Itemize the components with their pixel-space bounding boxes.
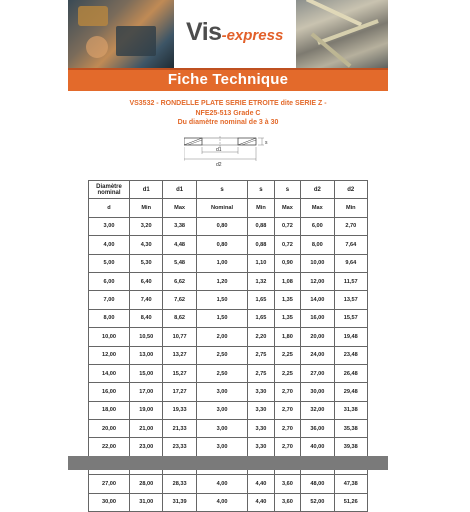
table-cell: 3,60 [274, 493, 300, 511]
table-row [89, 217, 368, 235]
table-cell: 29,48 [334, 383, 367, 401]
table-cell: 2,50 [196, 346, 247, 364]
table-cell: 28,00 [130, 475, 163, 493]
table-subheader-row [89, 199, 368, 217]
table-cell: 30,00 [301, 383, 334, 401]
header-cell: s [196, 181, 247, 199]
table-cell: 4,40 [248, 475, 274, 493]
table-row [89, 401, 368, 419]
table-cell: 14,00 [89, 364, 130, 382]
table-cell: 3,30 [248, 420, 274, 438]
table-cell: 4,40 [248, 493, 274, 511]
table-cell: 2,25 [274, 364, 300, 382]
table-cell: 22,00 [89, 438, 130, 456]
table-cell: 16,00 [89, 383, 130, 401]
table-cell: 0,90 [274, 254, 300, 272]
table-cell: 6,00 [301, 217, 334, 235]
table-cell: 20,00 [89, 420, 130, 438]
table-cell: 17,27 [163, 383, 196, 401]
table-row [89, 493, 368, 511]
header-cell: d2 [334, 181, 367, 199]
table-cell: 1,10 [248, 254, 274, 272]
table-cell: 5,48 [163, 254, 196, 272]
table-cell: 1,35 [274, 291, 300, 309]
table-cell: 15,27 [163, 364, 196, 382]
table-cell: 47,38 [334, 475, 367, 493]
subheader-cell: Max [163, 199, 196, 217]
table-cell: 2,70 [274, 383, 300, 401]
table-row [89, 346, 368, 364]
table-cell: 11,57 [334, 272, 367, 290]
table-cell: 6,00 [89, 272, 130, 290]
table-cell: 31,39 [163, 493, 196, 511]
table-cell: 2,75 [248, 364, 274, 382]
table-row [89, 254, 368, 272]
table-cell: 52,00 [301, 493, 334, 511]
table-cell: 2,25 [274, 346, 300, 364]
subheader-cell: Nominal [196, 199, 247, 217]
table-row [89, 236, 368, 254]
subheader-cell: d [89, 199, 130, 217]
table-cell: 3,00 [196, 438, 247, 456]
header-photo-tools [68, 0, 174, 68]
header-cell: s [248, 181, 274, 199]
label-d2: d2 [216, 162, 222, 168]
table-cell: 3,30 [248, 401, 274, 419]
table-cell: 26,48 [334, 364, 367, 382]
table-row [89, 272, 368, 290]
table-cell: 1,50 [196, 291, 247, 309]
table-cell: 1,65 [248, 291, 274, 309]
brand-name-main: Vis [186, 18, 222, 46]
table-row [89, 438, 368, 456]
table-cell: 1,00 [196, 254, 247, 272]
footer-bar [68, 456, 388, 470]
table-cell: 35,38 [334, 420, 367, 438]
table-cell: 1,20 [196, 272, 247, 290]
table-cell: 14,00 [301, 291, 334, 309]
table-cell: 40,00 [301, 438, 334, 456]
title-line-3: Du diamètre nominal de 3 à 30 [177, 119, 279, 126]
table-cell: 5,00 [89, 254, 130, 272]
brand-logo [186, 18, 283, 47]
table-header-row [89, 181, 368, 199]
table-cell: 2,20 [248, 328, 274, 346]
table-cell: 23,48 [334, 346, 367, 364]
table-cell: 0,80 [196, 217, 247, 235]
table-cell: 8,00 [89, 309, 130, 327]
table-cell: 15,00 [130, 364, 163, 382]
table-cell: 28,33 [163, 475, 196, 493]
table-cell: 7,62 [163, 291, 196, 309]
table-cell: 48,00 [301, 475, 334, 493]
table-cell: 31,38 [334, 401, 367, 419]
table-cell: 15,57 [334, 309, 367, 327]
table-cell: 3,00 [196, 401, 247, 419]
table-cell: 3,00 [89, 217, 130, 235]
table-cell: 3,30 [248, 438, 274, 456]
table-cell: 27,00 [89, 475, 130, 493]
title-line-2: NFE25-513 Grade C [195, 109, 261, 117]
header-cell: d2 [301, 181, 334, 199]
brand-name-suffix: -express [221, 27, 284, 44]
banner-label: Fiche Technique [167, 71, 289, 88]
table-cell: 23,00 [130, 438, 163, 456]
table-cell: 10,50 [130, 328, 163, 346]
table-cell: 39,38 [334, 438, 367, 456]
table-cell: 2,70 [274, 438, 300, 456]
table-cell: 0,88 [248, 236, 274, 254]
table-cell: 4,48 [163, 236, 196, 254]
table-cell: 19,33 [163, 401, 196, 419]
table-row [89, 475, 368, 493]
subheader-cell: Min [334, 199, 367, 217]
table-cell: 1,50 [196, 309, 247, 327]
subheader-cell: Min [130, 199, 163, 217]
subheader-cell: Max [274, 199, 300, 217]
table-row [89, 291, 368, 309]
table-row [89, 328, 368, 346]
table-cell: 2,50 [196, 364, 247, 382]
table-cell: 13,27 [163, 346, 196, 364]
table-cell: 3,20 [130, 217, 163, 235]
table-cell: 8,62 [163, 309, 196, 327]
subheader-cell: Max [301, 199, 334, 217]
table-row [89, 383, 368, 401]
table-cell: 3,38 [163, 217, 196, 235]
table-row [89, 309, 368, 327]
label-d1: d1 [216, 147, 222, 153]
product-title [68, 99, 388, 128]
table-cell: 21,33 [163, 420, 196, 438]
table-row [89, 364, 368, 382]
table-cell: 13,00 [130, 346, 163, 364]
table-cell: 3,30 [248, 383, 274, 401]
header-cell: Diamètre nominal [89, 181, 130, 199]
washer-diagram [184, 136, 284, 170]
table-cell: 32,00 [301, 401, 334, 419]
table-cell: 7,64 [334, 236, 367, 254]
table-cell: 8,00 [301, 236, 334, 254]
label-s: s [265, 140, 268, 146]
table-cell: 6,62 [163, 272, 196, 290]
table-cell: 1,80 [274, 328, 300, 346]
table-cell: 1,08 [274, 272, 300, 290]
table-cell: 51,26 [334, 493, 367, 511]
datasheet-page [68, 0, 388, 506]
table-cell: 0,72 [274, 217, 300, 235]
table-cell: 36,00 [301, 420, 334, 438]
table-cell: 1,32 [248, 272, 274, 290]
table-cell: 17,00 [130, 383, 163, 401]
table-cell: 9,64 [334, 254, 367, 272]
table-cell: 4,00 [196, 475, 247, 493]
table-cell: 1,65 [248, 309, 274, 327]
header [68, 0, 388, 68]
table-cell: 10,00 [89, 328, 130, 346]
table-cell: 8,40 [130, 309, 163, 327]
logo-area [174, 0, 296, 68]
table-cell: 7,40 [130, 291, 163, 309]
table-cell: 2,70 [274, 401, 300, 419]
table-cell: 16,00 [301, 309, 334, 327]
table-row [89, 420, 368, 438]
table-cell: 19,48 [334, 328, 367, 346]
table-cell: 2,75 [248, 346, 274, 364]
table-cell: 27,00 [301, 364, 334, 382]
table-cell: 4,30 [130, 236, 163, 254]
table-cell: 3,00 [196, 420, 247, 438]
table-cell: 21,00 [130, 420, 163, 438]
table-cell: 19,00 [130, 401, 163, 419]
table-cell: 5,30 [130, 254, 163, 272]
table-cell: 4,00 [196, 493, 247, 511]
header-cell: d1 [163, 181, 196, 199]
table-cell: 0,80 [196, 236, 247, 254]
table-cell: 3,60 [274, 475, 300, 493]
table-cell: 13,57 [334, 291, 367, 309]
title-line-1: VS3532 - RONDELLE PLATE SERIE ETROITE dite SERIE Z - [129, 100, 327, 107]
table-cell: 31,00 [130, 493, 163, 511]
table-cell: 0,88 [248, 217, 274, 235]
table-cell: 6,40 [130, 272, 163, 290]
subheader-cell: Min [248, 199, 274, 217]
section-banner [68, 68, 388, 91]
header-cell: d1 [130, 181, 163, 199]
table-cell: 3,00 [196, 383, 247, 401]
table-cell: 7,00 [89, 291, 130, 309]
table-cell: 18,00 [89, 401, 130, 419]
header-photo-screws [296, 0, 388, 68]
table-cell: 2,00 [196, 328, 247, 346]
table-cell: 4,00 [89, 236, 130, 254]
table-cell: 2,70 [274, 420, 300, 438]
table-cell: 24,00 [301, 346, 334, 364]
table-cell: 1,35 [274, 309, 300, 327]
table-cell: 20,00 [301, 328, 334, 346]
table-cell: 23,33 [163, 438, 196, 456]
table-cell: 30,00 [89, 493, 130, 511]
table-cell: 10,77 [163, 328, 196, 346]
table-cell: 0,72 [274, 236, 300, 254]
table-cell: 10,00 [301, 254, 334, 272]
header-cell: s [274, 181, 300, 199]
table-cell: 12,00 [301, 272, 334, 290]
table-cell: 2,70 [334, 217, 367, 235]
table-cell: 12,00 [89, 346, 130, 364]
